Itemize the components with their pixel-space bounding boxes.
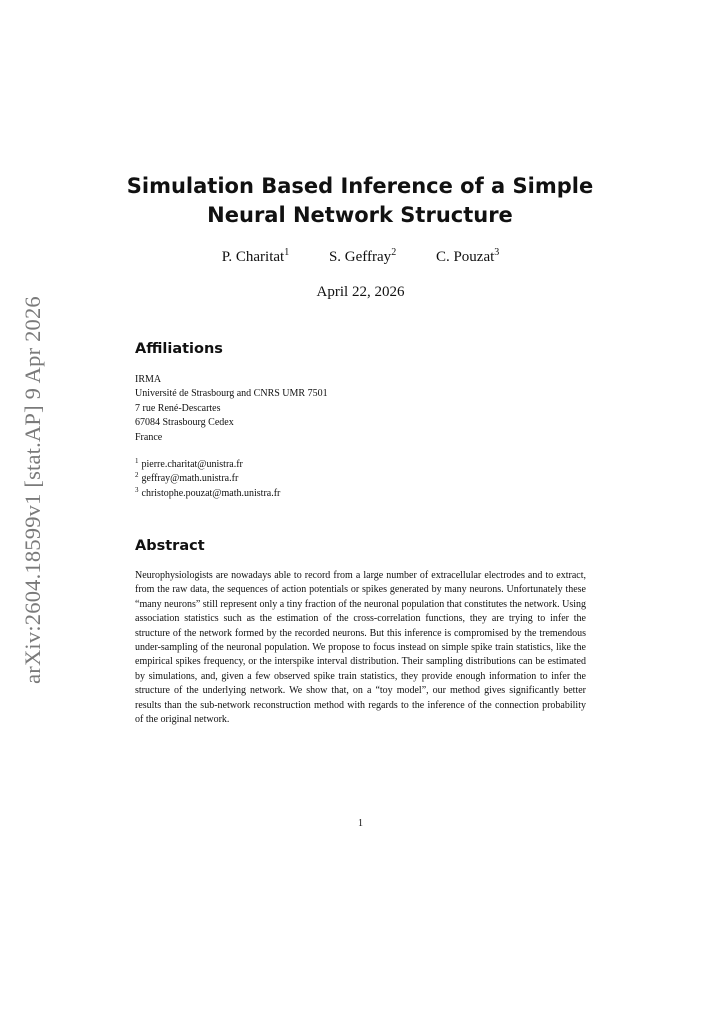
email-address: geffray@math.unistra.fr bbox=[141, 473, 239, 485]
author-emails bbox=[135, 458, 280, 501]
title-line-2: Neural Network Structure bbox=[207, 203, 513, 227]
author-list bbox=[0, 249, 721, 266]
address-line: 7 rue René-Descartes bbox=[135, 402, 221, 414]
paper-date: April 22, 2026 bbox=[316, 284, 405, 300]
email-mark: 1 bbox=[135, 457, 139, 465]
email-address: pierre.charitat@unistra.fr bbox=[141, 459, 243, 470]
address-line: France bbox=[135, 431, 163, 443]
abstract-body: Neurophysiologists are nowadays able to record from a large number of extracellular electrodes and to extract, from the raw data, the sequences of action potentials or spikes generated by many neurons. Unfortunately these “many neurons” still represent only a tiny fraction of the neuronal population that constitutes the network. Using association statistics such as the estimation of the cross-correlation functions, they are trying to infer the structure of the network formed by the recorded neurons. But this inference is compromised by the tremendous under-sampling of the neuronal population. We propose to focus instead on simple spike train statistics, like the empirical spikes frequency, or the interspike interval distribution. Their sampling distributions can be estimated by simulations, and, given a few observed spike train statistics, they provide enough information to infer the structure of the underlying network. We show that, on a “toy model”, our method gives significantly better results than the sub-network reconstruction method with regards to the inference of the connection probability of the original network. bbox=[135, 570, 586, 726]
abstract-heading: Abstract bbox=[135, 538, 205, 554]
author-charitat bbox=[222, 249, 290, 266]
address-line: 67084 Strasbourg Cedex bbox=[135, 417, 234, 429]
author-footnote-mark: 3 bbox=[494, 247, 500, 258]
author-name: C. Pouzat bbox=[435, 249, 495, 265]
affiliations-heading: Affiliations bbox=[135, 341, 223, 357]
author-name: P. Charitat bbox=[221, 249, 285, 265]
email-entry bbox=[135, 487, 280, 501]
author-footnote-mark: 1 bbox=[284, 247, 290, 258]
address-line: Université de Strasbourg and CNRS UMR 7501 bbox=[135, 388, 328, 400]
author-name: S. Geffray bbox=[328, 249, 392, 265]
arxiv-identifier: arXiv:2604.18599v1 [stat.AP] 9 Apr 2026 bbox=[20, 296, 45, 684]
email-mark: 2 bbox=[135, 471, 139, 480]
affiliation-address bbox=[135, 373, 328, 445]
email-entry bbox=[135, 458, 280, 472]
arxiv-sidebar bbox=[19, 296, 47, 684]
email-mark: 3 bbox=[135, 485, 139, 494]
author-pouzat bbox=[436, 249, 499, 266]
paper-title bbox=[120, 172, 600, 230]
email-address: christophe.pouzat@math.unistra.fr bbox=[141, 487, 281, 499]
author-footnote-mark: 2 bbox=[391, 247, 397, 258]
title-line-1: Simulation Based Inference of a Simple bbox=[126, 174, 594, 198]
email-entry bbox=[135, 472, 280, 486]
page-number: 1 bbox=[358, 818, 363, 829]
address-line: IRMA bbox=[135, 374, 162, 385]
author-geffray bbox=[329, 249, 396, 266]
